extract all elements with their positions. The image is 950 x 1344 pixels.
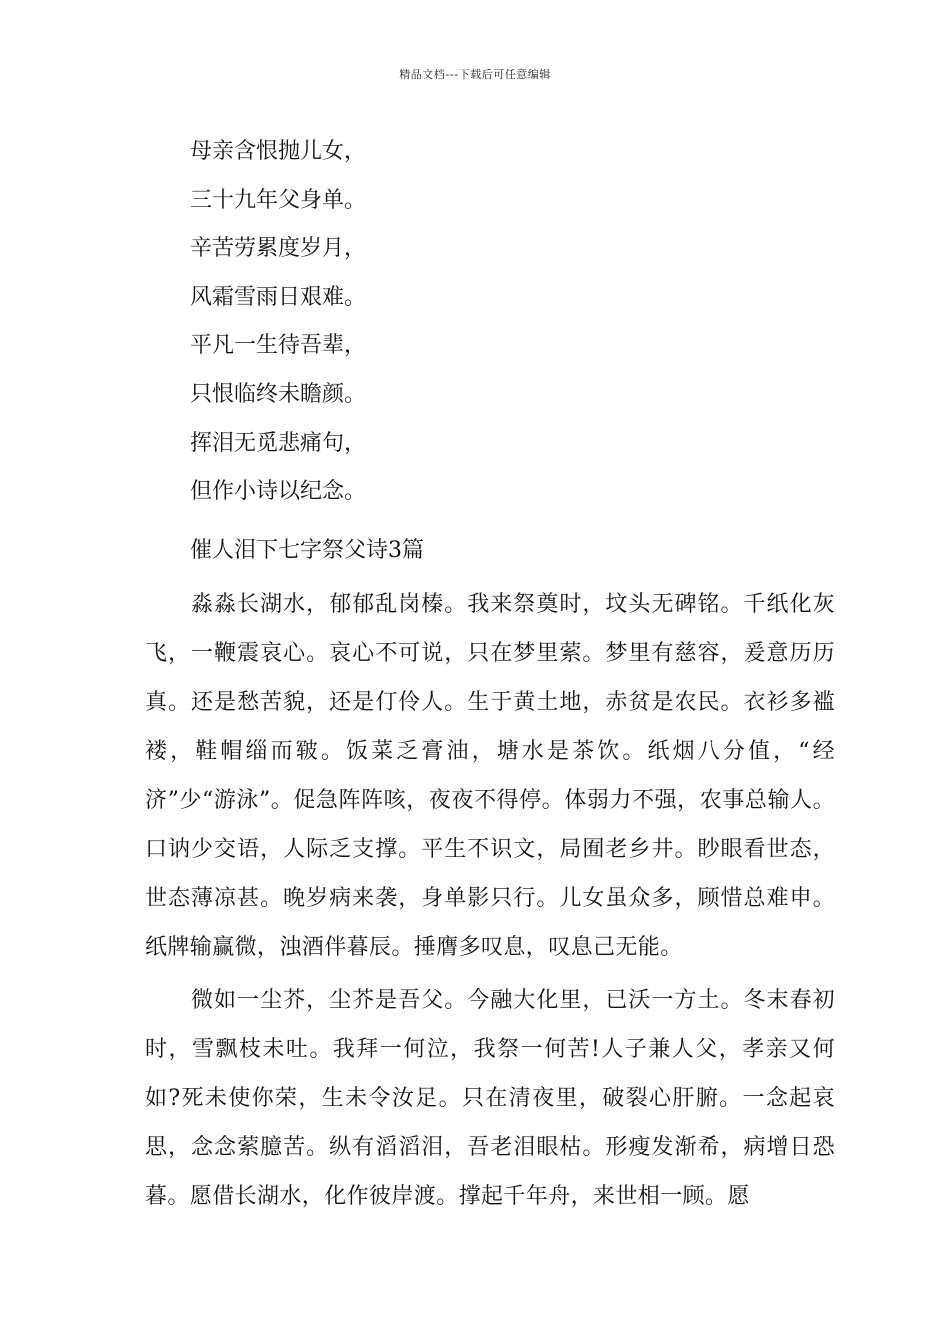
page-header: 精品文档---下载后可任意编辑: [399, 68, 551, 81]
section-title: 催人泪下七字祭父诗3篇: [190, 538, 424, 563]
body-paragraph: 微如一尘芥，尘芥是吾父。今融大化里，已沃一方土。冬末春初时，雪飘枝未吐。我拜一何泣，我祭一何苦!人子兼人父，孝亲又何如?死未使你荣，生未令汝足。只在清夜里，破裂心肝腑。一念起哀思，念念萦臆苦。纵有滔滔泪，吾老泪眼枯。形瘦发渐希，病增日恐暮。愿借长湖水，化作彼岸渡。撑起千年舟，来世相一顾。愿: [145, 988, 835, 1209]
poem-line: 挥泪无觅悲痛句，: [190, 430, 367, 456]
poem-line: 母亲含恨抛儿女，: [190, 139, 367, 164]
poem-line: 只恨临终未瞻颜。: [190, 381, 367, 407]
poem-line: 但作小诗以纪念。: [190, 479, 367, 505]
poem-line: 风霜雪雨日艰难。: [190, 284, 367, 310]
body-paragraph: 淼淼长湖水，郁郁乱岗榛。我来祭奠时，坟头无碑铭。千纸化灰飞，一鞭震哀心。哀心不可说，只在梦里萦。梦里有慈容，爰意历历真。还是愁苦貌，还是仃伶人。生于黄土地，赤贫是农民。衣衫多褴褛，鞋帽缁而皲。饭菜乏膏油，塘水是茶饮。纸烟八分值，“经济”少“游泳”。促急阵阵咳，夜夜不得停。体弱力不强，农事总输人。口讷少交语，人际乏支撑。平生不识文，局囿老乡井。眇眼看世态，世态薄凉甚。晚岁病来袭，身单影只行。儿女虽众多，顾惜总难申。纸牌输赢微，浊酒伴暮辰。捶膺多叹息，叹息己无能。: [145, 592, 835, 960]
poem-line: 三十九年父身单。: [190, 187, 367, 213]
poem-line: 平凡一生待吾辈，: [190, 333, 367, 359]
poem-line: 辛苦劳累度岁月，: [190, 236, 367, 262]
poem: [190, 136, 830, 525]
